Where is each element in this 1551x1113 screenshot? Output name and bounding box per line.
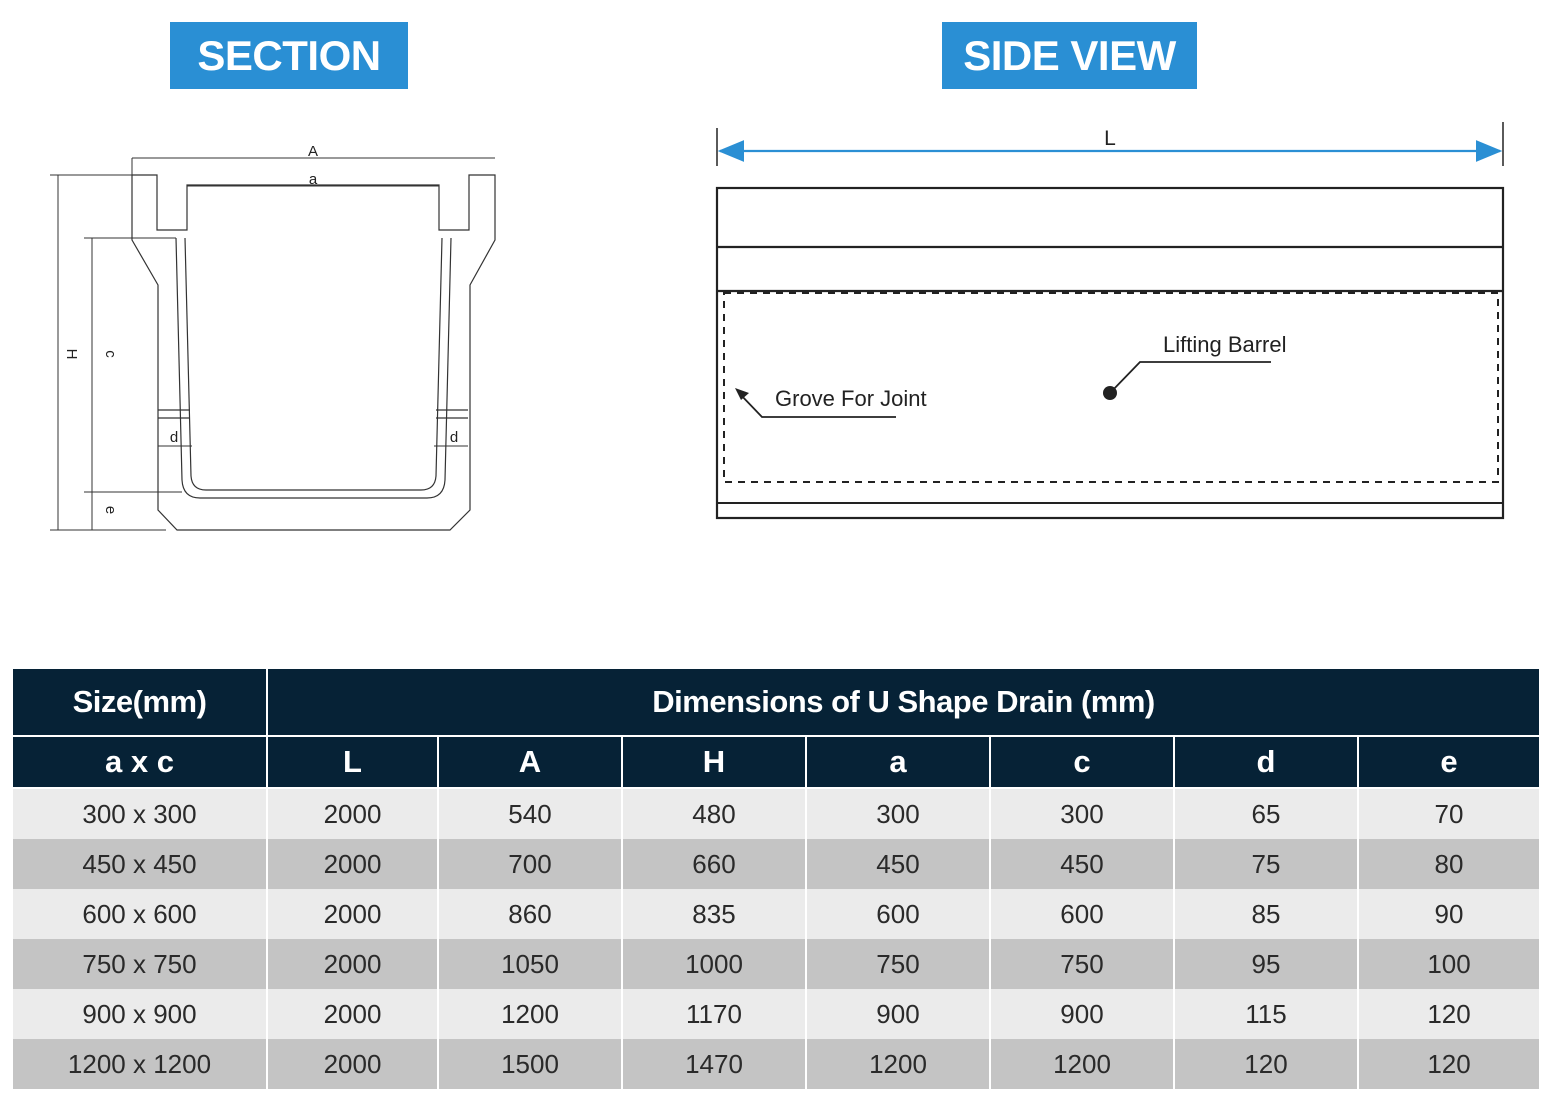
- table-cell: 600: [806, 889, 990, 939]
- table-row: [13, 788, 1539, 839]
- col-header-c: c: [990, 736, 1174, 788]
- label-d-right: d: [449, 429, 459, 446]
- table-cell: 600 x 600: [13, 889, 267, 939]
- table-cell: 1200: [806, 1039, 990, 1089]
- label-L: L: [1104, 127, 1116, 150]
- table-row: [13, 839, 1539, 889]
- table-cell: 2000: [267, 839, 438, 889]
- col-header-axc: a x c: [13, 736, 267, 788]
- table-cell: 750: [806, 939, 990, 989]
- table-cell: 2000: [267, 1039, 438, 1089]
- table-cell: 1200: [438, 989, 622, 1039]
- size-header: Size(mm): [13, 669, 267, 736]
- table-cell: 1170: [622, 989, 806, 1039]
- col-header-a: a: [806, 736, 990, 788]
- lifting-barrel-label: Lifting Barrel: [1163, 332, 1287, 357]
- label-d-left: d: [169, 429, 179, 446]
- table-cell: 450: [990, 839, 1174, 889]
- table-cell: 100: [1358, 939, 1539, 989]
- table-cell: 1470: [622, 1039, 806, 1089]
- table-cell: 2000: [267, 989, 438, 1039]
- grove-for-joint-label: Grove For Joint: [775, 386, 927, 411]
- section-drawing: [50, 158, 495, 530]
- table-cell: 300: [990, 788, 1174, 839]
- table-cell: 65: [1174, 788, 1358, 839]
- col-header-L: L: [267, 736, 438, 788]
- section-title: SECTION: [170, 22, 408, 89]
- table-cell: 900 x 900: [13, 989, 267, 1039]
- table-cell: 1200 x 1200: [13, 1039, 267, 1089]
- table-row: [13, 939, 1539, 989]
- dimensions-table: [13, 669, 1539, 1089]
- table-cell: 600: [990, 889, 1174, 939]
- table-cell: 480: [622, 788, 806, 839]
- table-cell: 750 x 750: [13, 939, 267, 989]
- table-cell: 85: [1174, 889, 1358, 939]
- side-view-drawing: [717, 122, 1503, 518]
- table-cell: 2000: [267, 939, 438, 989]
- table-cell: 120: [1358, 989, 1539, 1039]
- side-view-title: SIDE VIEW: [942, 22, 1197, 89]
- table-cell: 1200: [990, 1039, 1174, 1089]
- table-cell: 450 x 450: [13, 839, 267, 889]
- label-c: c: [102, 350, 119, 358]
- table-cell: 540: [438, 788, 622, 839]
- section-inner-liner: [176, 238, 451, 498]
- label-e: e: [102, 505, 119, 515]
- table-cell: 75: [1174, 839, 1358, 889]
- table-cell: 900: [806, 989, 990, 1039]
- label-A: A: [307, 143, 319, 160]
- col-header-e: e: [1358, 736, 1539, 788]
- label-H: H: [63, 348, 80, 360]
- col-header-d: d: [1174, 736, 1358, 788]
- table-cell: 80: [1358, 839, 1539, 889]
- table-cell: 860: [438, 889, 622, 939]
- table-cell: 450: [806, 839, 990, 889]
- label-a: a: [308, 171, 318, 188]
- table-cell: 750: [990, 939, 1174, 989]
- table-cell: 660: [622, 839, 806, 889]
- table-cell: 1050: [438, 939, 622, 989]
- table-cell: 70: [1358, 788, 1539, 839]
- section-outer-profile: [132, 175, 495, 530]
- col-header-H: H: [622, 736, 806, 788]
- dimensions-header: Dimensions of U Shape Drain (mm): [267, 669, 1539, 736]
- table-row: [13, 1039, 1539, 1089]
- table-cell: 900: [990, 989, 1174, 1039]
- table-row: [13, 889, 1539, 939]
- table-cell: 120: [1174, 1039, 1358, 1089]
- table-cell: 835: [622, 889, 806, 939]
- table-cell: 700: [438, 839, 622, 889]
- table-cell: 1000: [622, 939, 806, 989]
- col-header-A: A: [438, 736, 622, 788]
- table-cell: 115: [1174, 989, 1358, 1039]
- table-cell: 120: [1358, 1039, 1539, 1089]
- table-row: [13, 989, 1539, 1039]
- table-cell: 1500: [438, 1039, 622, 1089]
- table-cell: 95: [1174, 939, 1358, 989]
- table-cell: 300 x 300: [13, 788, 267, 839]
- table-cell: 90: [1358, 889, 1539, 939]
- table-cell: 2000: [267, 788, 438, 839]
- table-cell: 300: [806, 788, 990, 839]
- table-cell: 2000: [267, 889, 438, 939]
